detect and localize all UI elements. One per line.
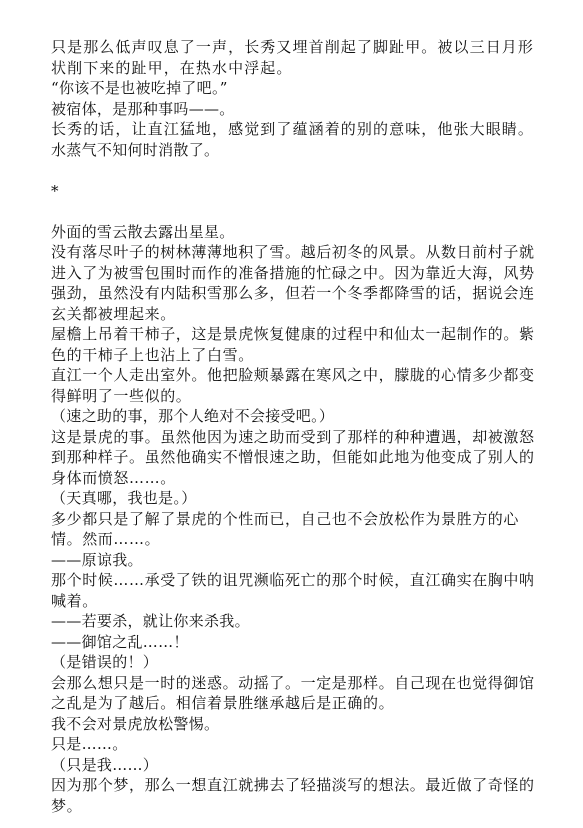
blank-line — [51, 160, 541, 181]
document-page — [51, 37, 541, 816]
paragraph: 被宿体，是那种事吗——。 — [51, 99, 235, 118]
paragraph: （是错误的！） — [51, 653, 159, 671]
paragraph: ——若要杀，就让你来杀我。 — [51, 612, 250, 630]
paragraph: “你该不是也被吃掉了吧。” — [51, 79, 228, 97]
paragraph: 水蒸气不知何时消散了。 — [51, 140, 220, 159]
section-separator: * — [51, 181, 59, 200]
blank-line — [51, 201, 541, 222]
paragraph: （只是我……） — [51, 755, 159, 774]
paragraph: 只是那么低声叹息了一声，长秀又埋首削起了脚趾甲。被以三日月形状削下来的趾甲，在热水中浮起。 — [51, 38, 535, 77]
paragraph: 会那么想只是一时的迷惑。动摇了。一定是那样。自己现在也觉得御馆之乱是为了越后。相信着景胜继承越后是正确的。 — [51, 673, 535, 712]
paragraph: 屋檐上吊着干柿子，这是景虎恢复健康的过程中和仙太一起制作的。紫色的干柿子上也沾上了白雪。 — [51, 325, 535, 364]
paragraph: 只是……。 — [51, 735, 128, 753]
paragraph: （天真哪，我也是。） — [51, 489, 197, 507]
paragraph: ——原谅我。 — [51, 550, 143, 569]
paragraph: （速之助的事，那个人绝对不会接受吧。） — [51, 407, 335, 425]
paragraph: 没有落尽叶子的树林薄薄地积了雪。越后初冬的风景。从数日前村子就进入了为被雪包围时而作的准备措施的忙碌之中。因为靠近大海，风势强劲，虽然没有内陆积雪那么多，但若一个冬季都降雪的话，据说会连玄关都被埋起来。 — [51, 243, 535, 323]
paragraph: 多少都只是了解了景虎的个性而已，自己也不会放松作为景胜方的心情。然而……。 — [51, 509, 520, 548]
paragraph: 我不会对景虎放松警惕。 — [51, 714, 220, 733]
paragraph: 这是景虎的事。虽然他因为速之助而受到了那样的种种遭遇，却被激怒到那种样子。虽然他确实不憎恨速之助，但能如此地为他变成了别人的身体而愤怒……。 — [51, 427, 535, 487]
paragraph: 外面的雪云散去露出星星。 — [51, 222, 235, 241]
paragraph: 因为那个梦，那么一想直江就拂去了轻描淡写的想法。最近做了奇怪的梦。 — [51, 776, 535, 815]
paragraph: 长秀的话，让直江猛地，感觉到了蕴涵着的别的意味，他张大眼睛。 — [51, 120, 535, 138]
paragraph: 直江一个人走出室外。他把脸颊暴露在寒风之中，朦胧的心情多少都变得鲜明了一些似的。 — [51, 366, 535, 405]
paragraph: 那个时候……承受了铁的诅咒濒临死亡的那个时候，直江确实在胸中呐喊着。 — [51, 571, 535, 610]
paragraph: ——御馆之乱……！ — [51, 632, 189, 651]
